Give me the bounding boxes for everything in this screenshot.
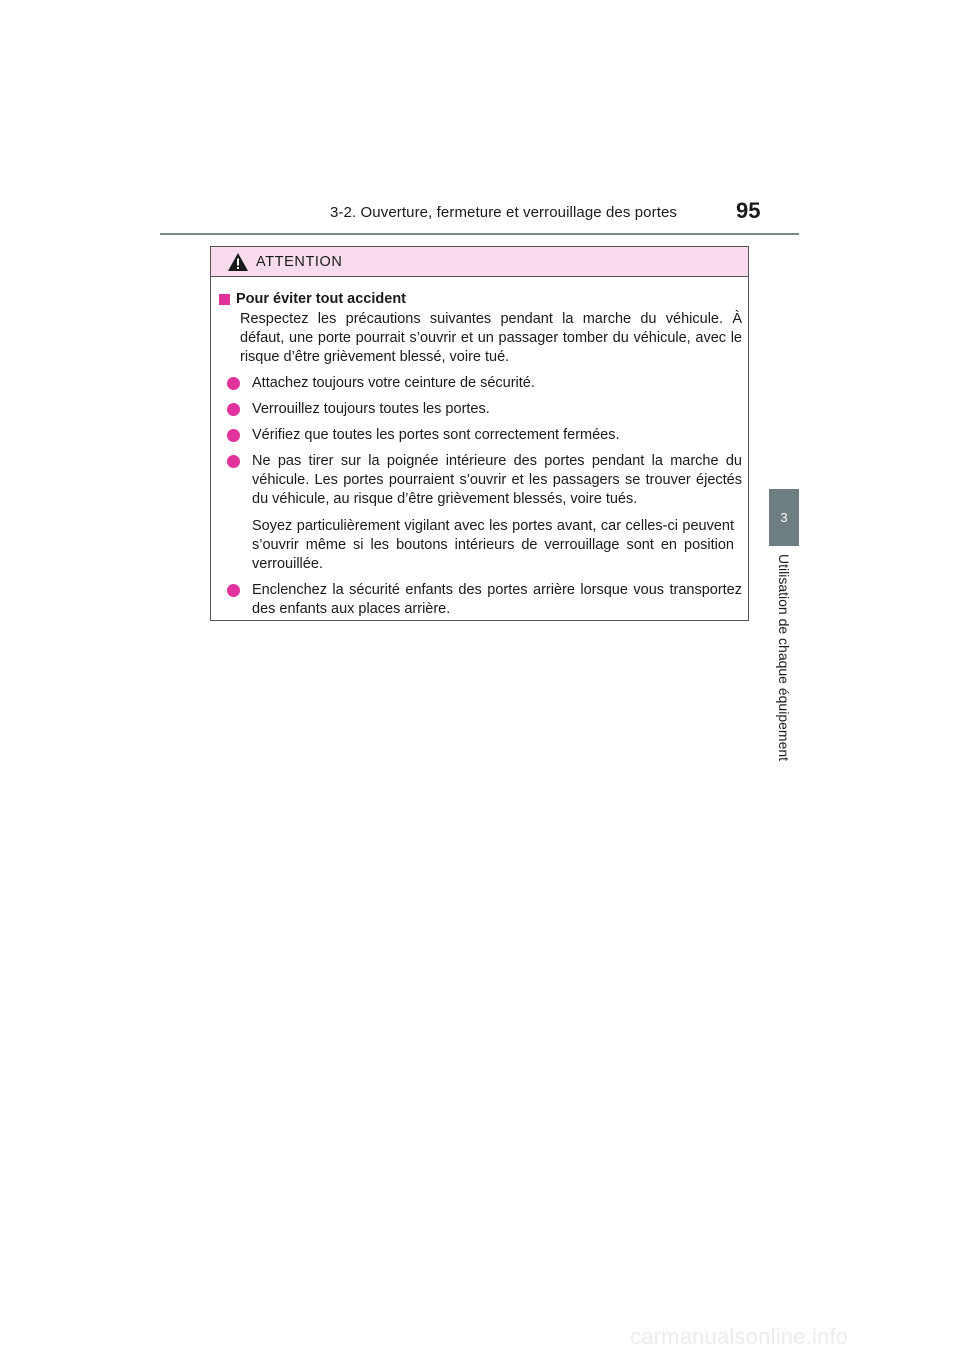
section-title: 3-2. Ouverture, fermeture et verrouillage des portes bbox=[330, 204, 678, 221]
list-item-text: Verrouillez toujours toutes les portes. bbox=[252, 401, 490, 417]
list-item-text: Attachez toujours votre ceinture de sécurité. bbox=[252, 375, 535, 391]
list-item-text: Ne pas tirer sur la poignée intérieure des portes pendant la marche du véhicule. Les portes pourraient s’ouvrir et les passagers se trouver éjectés du véhicule, au risque d’être grièvement blessés, voire tués. bbox=[252, 453, 742, 507]
warning-heading bbox=[219, 291, 742, 307]
chapter-number: 3 bbox=[780, 510, 788, 525]
list-item bbox=[219, 452, 742, 509]
warning-note: Soyez particulièrement vigilant avec les portes avant, car celles-ci peuvent s’ouvrir même si les boutons intérieurs de verrouillage sont en position verrouillée. bbox=[252, 518, 734, 572]
chapter-tab[interactable] bbox=[769, 489, 799, 546]
chapter-title: Utilisation de chaque équipement bbox=[776, 554, 792, 762]
bullet-dot-icon bbox=[227, 584, 240, 597]
warning-box bbox=[210, 246, 749, 621]
bullet-dot-icon bbox=[227, 403, 240, 416]
square-bullet-icon bbox=[219, 294, 230, 305]
list-item-text: Vérifiez que toutes les portes sont correctement fermées. bbox=[252, 427, 620, 443]
warning-triangle-icon bbox=[227, 252, 249, 272]
warning-heading-text: Pour éviter tout accident bbox=[236, 291, 407, 307]
header-divider bbox=[160, 233, 799, 235]
warning-title: ATTENTION bbox=[256, 253, 343, 270]
list-item bbox=[219, 426, 742, 445]
warning-intro: Respectez les précautions suivantes pendant la marche du véhicule. À défaut, une porte pourrait s’ouvrir et un passager tomber du véhicule, avec le risque d’être grièvement blessé, voire tué. bbox=[240, 311, 742, 365]
warning-box-header bbox=[211, 247, 748, 277]
bullet-dot-icon bbox=[227, 455, 240, 468]
warning-content bbox=[211, 277, 748, 619]
bullet-dot-icon bbox=[227, 377, 240, 390]
list-item bbox=[219, 400, 742, 419]
list-item bbox=[219, 581, 742, 619]
bullet-dot-icon bbox=[227, 429, 240, 442]
watermark: carmanualsonline.info bbox=[630, 1324, 849, 1349]
list-item-text: Enclenchez la sécurité enfants des portes arrière lorsque vous transportez des enfants aux places arrière. bbox=[252, 582, 742, 617]
page-number: 95 bbox=[736, 198, 761, 223]
list-item bbox=[219, 374, 742, 393]
